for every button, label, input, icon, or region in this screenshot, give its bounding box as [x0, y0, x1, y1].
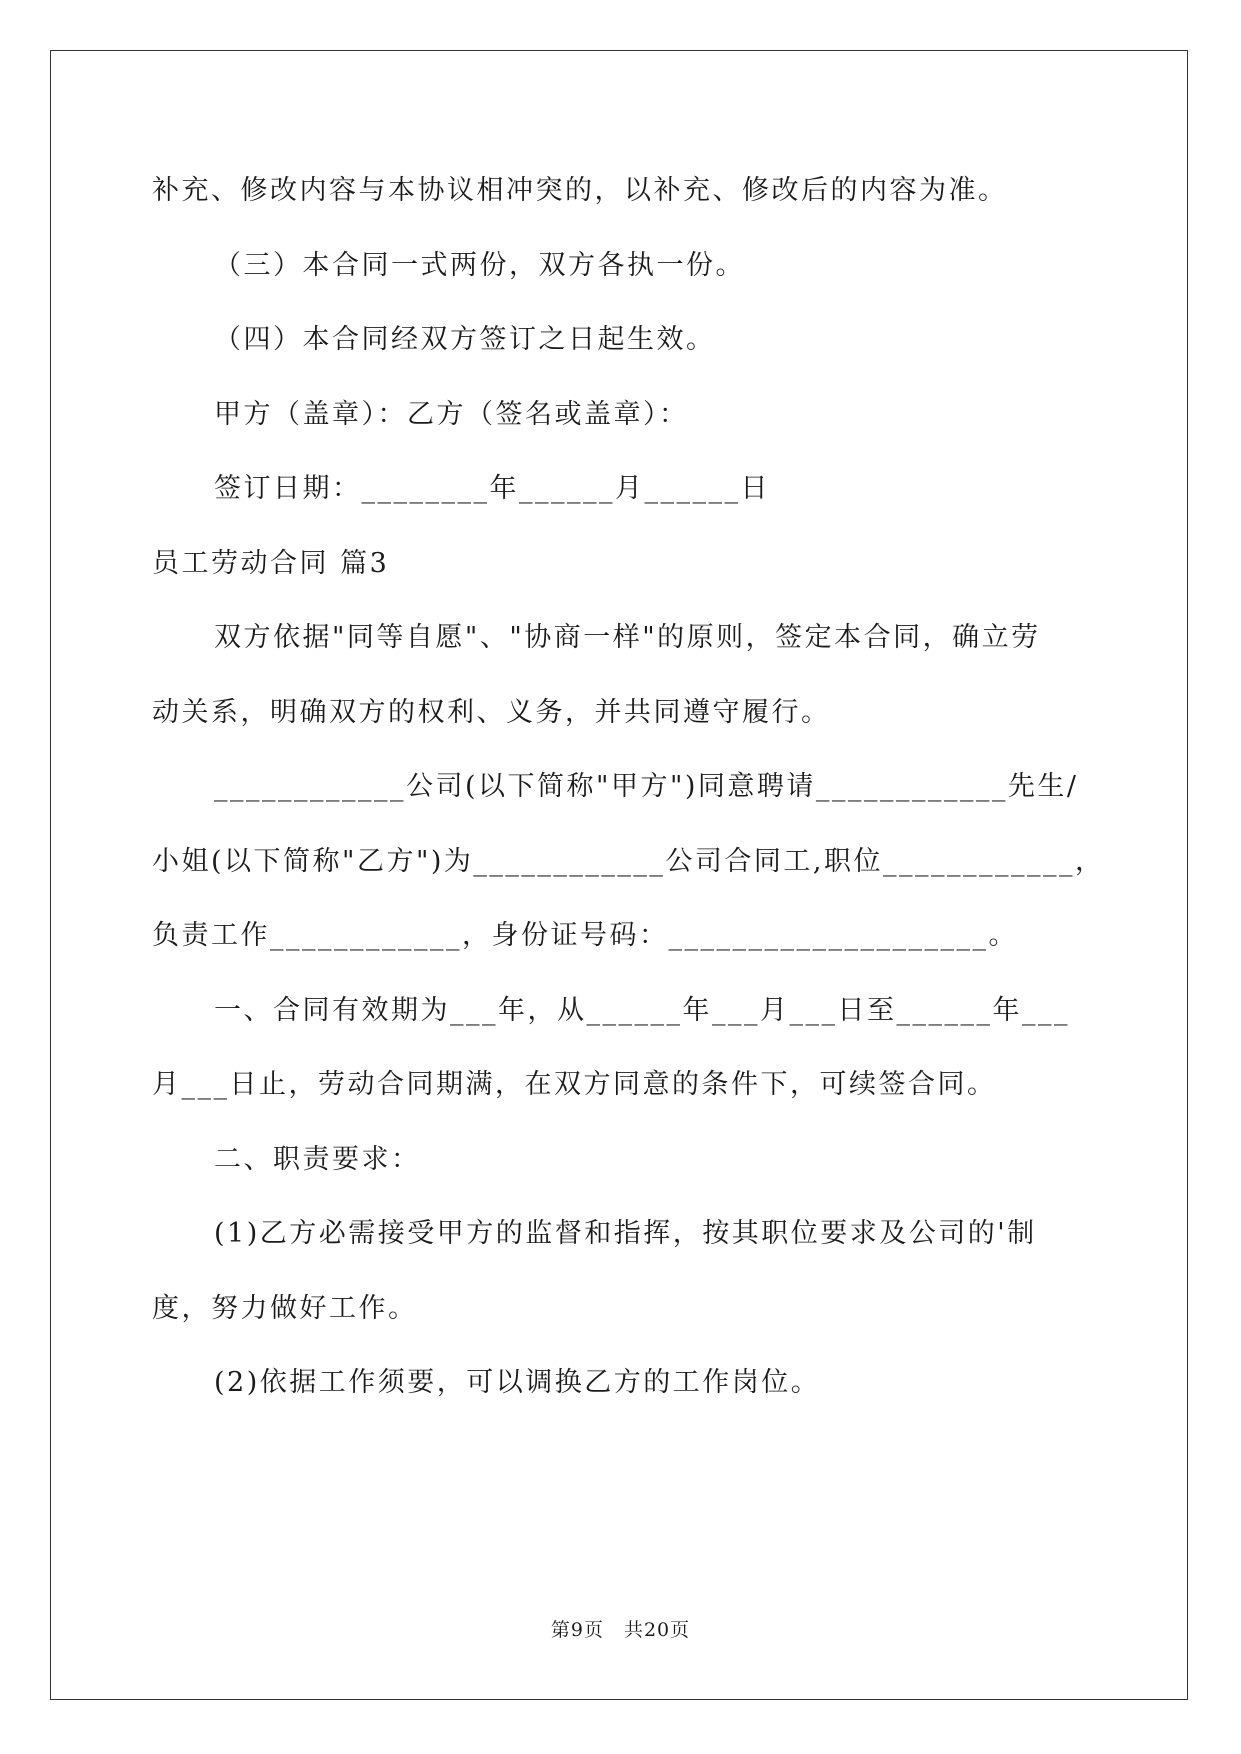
text-line: （三）本合同一式两份，双方各执一份。	[214, 250, 745, 281]
text-line: (1)乙方必需接受甲方的监督和指挥，按其职位要求及公司的'制	[214, 1218, 1037, 1249]
text-line: 负责工作____________，身份证号码：____________________。	[152, 920, 1018, 951]
text-line: 度，努力做好工作。	[152, 1293, 418, 1324]
text-line: 甲方（盖章）：乙方（签名或盖章）：	[214, 399, 689, 430]
text-line: 动关系，明确双方的权利、义务，并共同遵守履行。	[152, 697, 831, 728]
text-line: ____________公司(以下简称"甲方")同意聘请____________先生/	[214, 771, 1079, 802]
text-line: 一、合同有效期为___年，从______年___月___日至______年___	[214, 995, 1070, 1026]
text-line: 月___日止，劳动合同期满，在双方同意的条件下，可续签合同。	[152, 1069, 997, 1100]
text-line: （四）本合同经双方签订之日起生效。	[214, 324, 716, 355]
page-number: 第9页 共20页	[550, 1619, 691, 1641]
text-line: 补充、修改内容与本协议相冲突的，以补充、修改后的内容为准。	[152, 175, 1008, 206]
text-line: 双方依据"同等自愿"、"协商一样"的原则，签定本合同，确立劳	[214, 622, 1041, 653]
text-line: 二、职责要求：	[214, 1144, 421, 1175]
text-line: 签订日期：________年______月______日	[214, 473, 770, 504]
section-heading: 员工劳动合同 篇3	[152, 548, 390, 579]
text-line: (2)依据工作须要，可以调换乙方的工作岗位。	[214, 1367, 821, 1398]
text-line: 小姐(以下简称"乙方")为____________公司合同工,职位____________，	[152, 846, 1105, 877]
